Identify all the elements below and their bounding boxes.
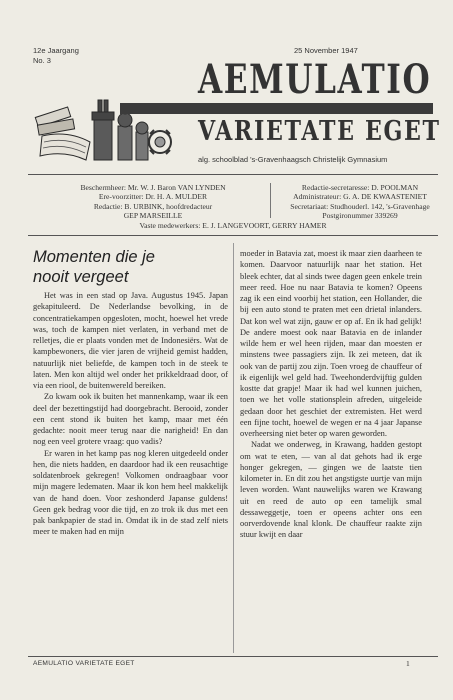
staff-line: Administrateur: G. A. DE KWAASTENIET — [293, 192, 427, 202]
staff-line: Secretariaat: Studhouderl. 142, 's-Gravenhage — [290, 201, 430, 211]
article-paragraph: Zo kwam ook ik buiten het mannenkamp, waar ik een deel der bezettingstijd had doorgebracht. Berooid, zonder een cent stond ik buiten het kamp, maar met één gedachte: nooit meer terug naar die narigheid! En dan nog een veel grotere vraag: quo vadis? — [33, 392, 228, 447]
staff-line: Beschermheer: Mr. W. J. Baron VAN LYNDEN — [80, 183, 226, 192]
collaborators-line: Vaste medewerkers: E. J. LANGEVOORT, GERRY HAMER — [139, 221, 327, 230]
article-column-right — [240, 248, 422, 541]
staff-line: Redactie-secretaresse: D. POOLMAN — [301, 183, 419, 192]
divider — [28, 174, 438, 175]
headline-line: Momenten die je — [33, 248, 155, 266]
article-paragraph: Er waren in het kamp pas nog kleren uitgedeeld onder hen, die niets hadden, en daardoor had ik een reusachtige soldatenbroek gekregen! Volkomen ondraagbaar voor mijn magere ledematen. Maar ik kon hem heel makkelijk van de hand doen. Voor zeshonderd Japanse guldens! Geen gek bedrag voor die tijd, en zo trok ik dus met een pak bankpapier de stad in. Omdat ik in de stad zelf niets meer te maken had en mijn — [33, 448, 228, 537]
issue-info — [33, 46, 79, 66]
title-band — [120, 103, 433, 114]
staff-line: GEP MARSEILLE — [123, 210, 183, 220]
page-number: 1 — [406, 659, 410, 668]
running-footer: AEMULATIO VARIETATE EGET — [33, 660, 135, 667]
divider — [270, 183, 271, 218]
masthead-subtitle: alg. schoolblad 's-Gravenhaagsch Christelijk Gymnasium — [198, 155, 388, 164]
headline-line: nooit vergeet — [33, 268, 129, 286]
article-column-left — [33, 290, 228, 538]
staff-list-right — [275, 183, 445, 220]
issue-number: No. 3 — [33, 56, 51, 65]
divider — [28, 235, 438, 236]
masthead-emblem — [28, 72, 178, 168]
article-paragraph: Nadat we onderweg, in Krawang, hadden gestopt om wat te eten, — van al dat gehots had ik erge honger gekregen, — gingen we de laatste tien kilometer in. En dit zou het angstigste uurtje van mijn leven worden. Want nauwelijks waren we Krawang uit en reed de auto op een tamelijk smal dessaweggetje, toen er opeens achter ons een oorverdovende knal klonk. De chauffeur raakte zijn stuur kwijt en daar — [240, 440, 422, 540]
staff-line: Ere-voorzitter: Dr. H. A. MULDER — [98, 192, 208, 202]
staff-list-left — [38, 183, 268, 220]
masthead-title: AEMULATIO — [198, 56, 432, 103]
article-paragraph: moeder in Batavia zat, moest ik maar zien daarheen te komen. Daarvoor natuurlijk naar het station. Het bleek echter, dat al sinds twee dagen geen enkele trein meer reed. Hoe nu naar Batavia te komen? Opeens zag ik een eind voorbij het station, een Hollander, die bij een auto stond te praten met een drietal inlanders. Dat kon wel wat zijn, gauw er op af. En ik had gelijk! De andere moest ook naar Batavia en de inlander wilde hem er wel heen rijden, maar dan moesten er minstens twee passagiers zijn. Ik zei meteen, dat ik ook van de partij zou zijn. Toen vroeg de chauffeur of ik eigenlijk wel geld had. Tweehonderdvijftig gulden kostte dat grapje! Maar ik had wel kunnen juichen, toen we het volle stationsplein afreden, uitgeleide gedaan door het geschiet der extremisten. Het werd een fijne tocht, hoewel de wegen er na 4 jaar Japanse overheersing niet beter op waren geworden. — [240, 249, 422, 438]
masthead-motto: VARIETATE EGET — [198, 116, 441, 147]
issue-date: 25 November 1947 — [294, 46, 358, 55]
article-paragraph: Het was in een stad op Java. Augustus 1945. Japan gekapituleerd. De Nederlandse bevolking, in de concentratiekampen opgesloten, mocht, hoewel het vrede was, toch de kampen niet verlaten, in verband met de relletjes, die er plaats vonden met de Indonesiërs. Wat de kampbewoners, die vier jaren de vrijheid gemist hadden, natuurlijk niet beliefde, de kampen toch in de steek te laten. Men kon altijd wel onder het prikkeldraad door, of via een riool, de buitenwereld bereiken. — [33, 291, 228, 390]
column-divider — [233, 243, 234, 653]
staff-line: Postgironummer 339269 — [322, 210, 398, 220]
staff-line: Redactie: B. URBINK, hoofdredacteur — [93, 201, 213, 211]
article-headline — [33, 247, 223, 287]
volume-label: 12e Jaargang — [33, 46, 79, 55]
divider — [28, 656, 438, 657]
